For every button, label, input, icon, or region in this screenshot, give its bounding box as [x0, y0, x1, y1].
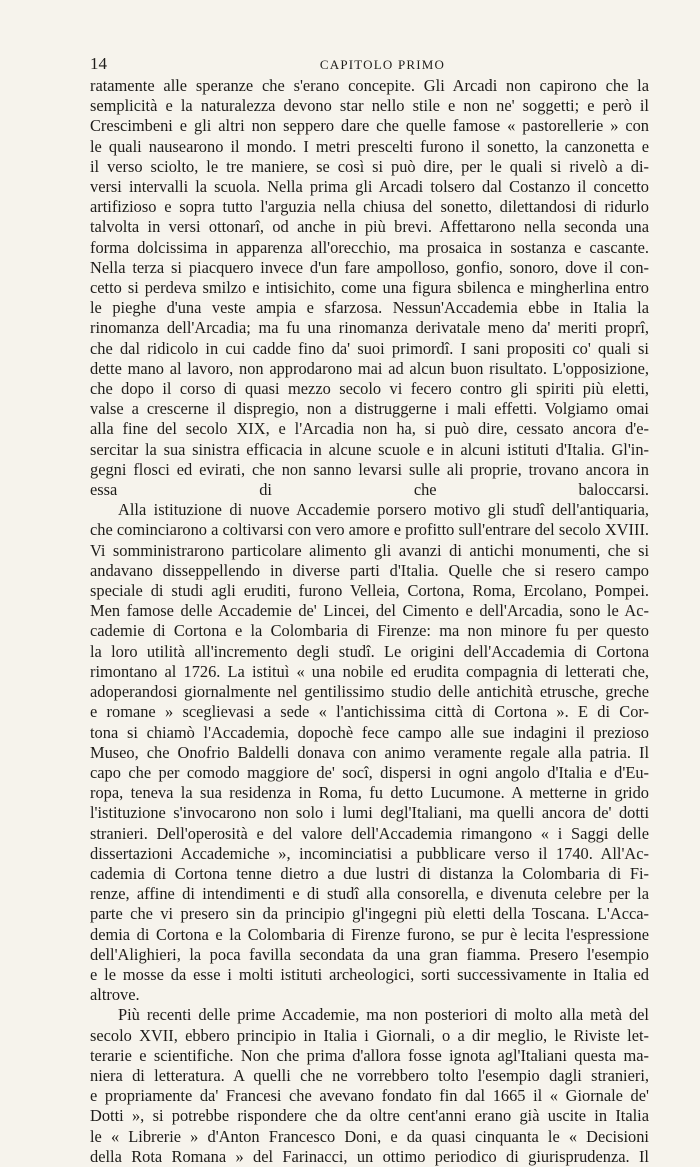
text-line: sercitar la sua sinistra efficacia in alcune scuole e in alcuni istituti d'Italia. Gl'in- — [90, 439, 649, 459]
text-line: Crescimbeni e gli altri non seppero dare che quelle famose « pastorellerie » con — [90, 116, 649, 136]
text-line: capo che per comodo maggiore de' socî, dispersi in ogni angolo d'Italia e d'Eu- — [90, 762, 649, 782]
text-line: che dopo il corso di quasi mezzo secolo vi fecero contro gli spiriti più eletti, — [90, 379, 649, 399]
text-line: le pieghe d'una veste ampia e sfarzosa. Nessun'Accademia ebbe in Italia la — [90, 298, 649, 318]
text-line: adoperandosi giornalmente nel gentilissimo studio delle antichità etrusche, greche — [90, 682, 649, 702]
text-line: le quali nausearono il mondo. I metri prescelti furono il sonetto, la canzonetta e — [90, 136, 649, 156]
text-line: cademie di Cortona e la Colombaria di Firenze: ma non minore fu per questo — [90, 621, 649, 641]
text-line: e propriamente da' Francesi che avevano fondato fin dal 1665 il « Giornale de' — [90, 1086, 649, 1106]
text-line: Più recenti delle prime Accademie, ma non posteriori di molto alla metà del — [118, 1005, 649, 1025]
text-line: la loro utilità all'incremento degli studî. Le origini dell'Accademia di Cortona — [90, 641, 649, 661]
text-line: e romane » sceglievasi a sede « l'antichissima città di Cortona ». E di Cor- — [90, 702, 649, 722]
text-line: il verso sciolto, le tre maniere, se così si può dire, per le quali si rivelò a di- — [90, 156, 649, 176]
text-line: Nella terza si piacquero invece d'un fare ampolloso, gonfio, sonoro, dove il con- — [90, 257, 649, 277]
text-line: terarie e scientifiche. Non che prima d'allora fosse ignota agl'Italiani questa ma- — [90, 1045, 649, 1065]
text-line: Men famose delle Accademie de' Lincei, del Cimento e dell'Arcadia, sono le Ac- — [90, 601, 649, 621]
text-line: Alla istituzione di nuove Accademie porsero motivo gli studî dell'antiquaria, — [118, 500, 649, 520]
page-number: 14 — [90, 54, 107, 73]
text-line: versi intervalli la scuola. Nella prima gli Arcadi tolsero dal Costanzo il concetto — [90, 177, 649, 197]
text-line: della Rota Romana » del Farinacci, un ottimo periodico di giurisprudenza. Il — [90, 1146, 649, 1166]
paragraph — [90, 500, 649, 1005]
text-line: Vi somministrarono particolare alimento gli avanzi di antichi monumenti, che si — [90, 540, 649, 560]
text-line: ratamente alle speranze che s'erano concepite. Gli Arcadi non capirono che la — [90, 76, 649, 95]
text-line: che cominciarono a coltivarsi con vero amore e profitto sull'entrare del secolo XVIII. — [90, 520, 649, 540]
text-line: artifizioso e sopra tutto l'arguzia nella chiusa del sonetto, dilettandosi di ridurlo — [90, 197, 649, 217]
text-line: Museo, che Onofrio Baldelli donava con animo veramente regale alla patria. Il — [90, 742, 649, 762]
text-line: talvolta in versi ottonarî, od anche in più brevi. Affettarono nella seconda una — [90, 217, 649, 237]
text-line: demia di Cortona e la Colombaria di Firenze furono, se pur è lecita l'espressione — [90, 924, 649, 944]
text-line: e le mosse da esse i molti istituti archeologici, sorti successivamente in Italia ed — [90, 964, 649, 984]
text-line: rinomanza dell'Arcadia; ma fu una rinomanza derivatale meno da' meriti proprî, — [90, 318, 649, 338]
text-line: essa di che baloccarsi. — [90, 480, 649, 500]
text-line: dissertazioni Accademiche », incominciatisi a pubblicare verso il 1740. All'Ac- — [90, 843, 649, 863]
paragraph — [90, 76, 649, 500]
text-line: stranieri. Dell'operosità e del valore dell'Accademia rimangono « i Saggi delle — [90, 823, 649, 843]
text-line: andavano disseppellendo in diverse parti d'Italia. Quelle che si resero campo — [90, 560, 649, 580]
text-line: cetto si perdeva smilzo e intisichito, come una figura sbilenca e mingherlina entro — [90, 278, 649, 298]
text-line: che dal ridicolo in cui cadde fino da' suoi primordî. I sani propositi co' quali si — [90, 338, 649, 358]
text-line: forma dolcissima in apparenza all'orecchio, ma prosaica in sostanza e cascante. — [90, 237, 649, 257]
chapter-title: CAPITOLO PRIMO — [319, 57, 446, 72]
text-line: ropa, teneva la sua residenza in Roma, fu detto Lucumone. A metterne in grido — [90, 783, 649, 803]
text-line: dette mano al lavoro, non approdarono mai ad alcun buon risultato. L'opposizione, — [90, 358, 649, 378]
text-line: valse a crescerne il dispregio, non a distruggerne i mali effetti. Volgiamo omai — [90, 399, 649, 419]
text-line: Dotti », si potrebbe rispondere che da oltre cent'anni erano già uscite in Italia — [90, 1106, 649, 1126]
text-line: gegni flosci ed evirati, che non sanno levarsi sulle ali proprie, trovano ancora in — [90, 459, 649, 479]
text-line: dell'Alighieri, la poca favilla secondata da una gran fiamma. Presero l'esempio — [90, 944, 649, 964]
text-line: l'istituzione s'invocarono non solo i lumi degl'Italiani, ma quelli ancora de' dotti — [90, 803, 649, 823]
text-line: semplicità e la naturalezza devono star nello stile e non ne' soggetti; e però il — [90, 96, 649, 116]
text-line: altrove. — [90, 985, 140, 1005]
text-line: secolo XVII, ebbero principio in Italia i Giornali, o a dir meglio, le Riviste let- — [90, 1025, 649, 1045]
paragraph — [90, 1005, 649, 1167]
text-line: speciale di studi agli eruditi, furono Velleia, Cortona, Roma, Ercolano, Pompei. — [90, 581, 649, 601]
text-line: alla fine del secolo XIX, e l'Arcadia non ha, si può dire, cessato ancora d'e- — [90, 419, 649, 439]
body-text — [90, 76, 649, 1167]
text-line: niera di letteratura. A quelli che ne vorrebbero tolto l'esempio dagli stranieri, — [90, 1065, 649, 1085]
text-line: le « Librerie » d'Anton Francesco Doni, e da quasi cinquanta le « Decisioni — [90, 1126, 649, 1146]
text-line: renze, affine di intendimenti e di studî alla consorella, e divenuta celebre per la — [90, 884, 649, 904]
text-line: tona si chiamò l'Accademia, dopochè fece campo alle sue indagini il prezioso — [90, 722, 649, 742]
text-line: parte che vi presero sin da principio gl'ingegni più eletti della Toscana. L'Acca- — [90, 904, 649, 924]
text-line: rimontano al 1726. La istituì « una nobile ed erudita compagnia di letterati che, — [90, 661, 649, 681]
running-head — [90, 54, 649, 76]
text-line: cademia di Cortona tenne dietro a due lustri di distanza la Colombaria di Fi- — [90, 863, 649, 883]
